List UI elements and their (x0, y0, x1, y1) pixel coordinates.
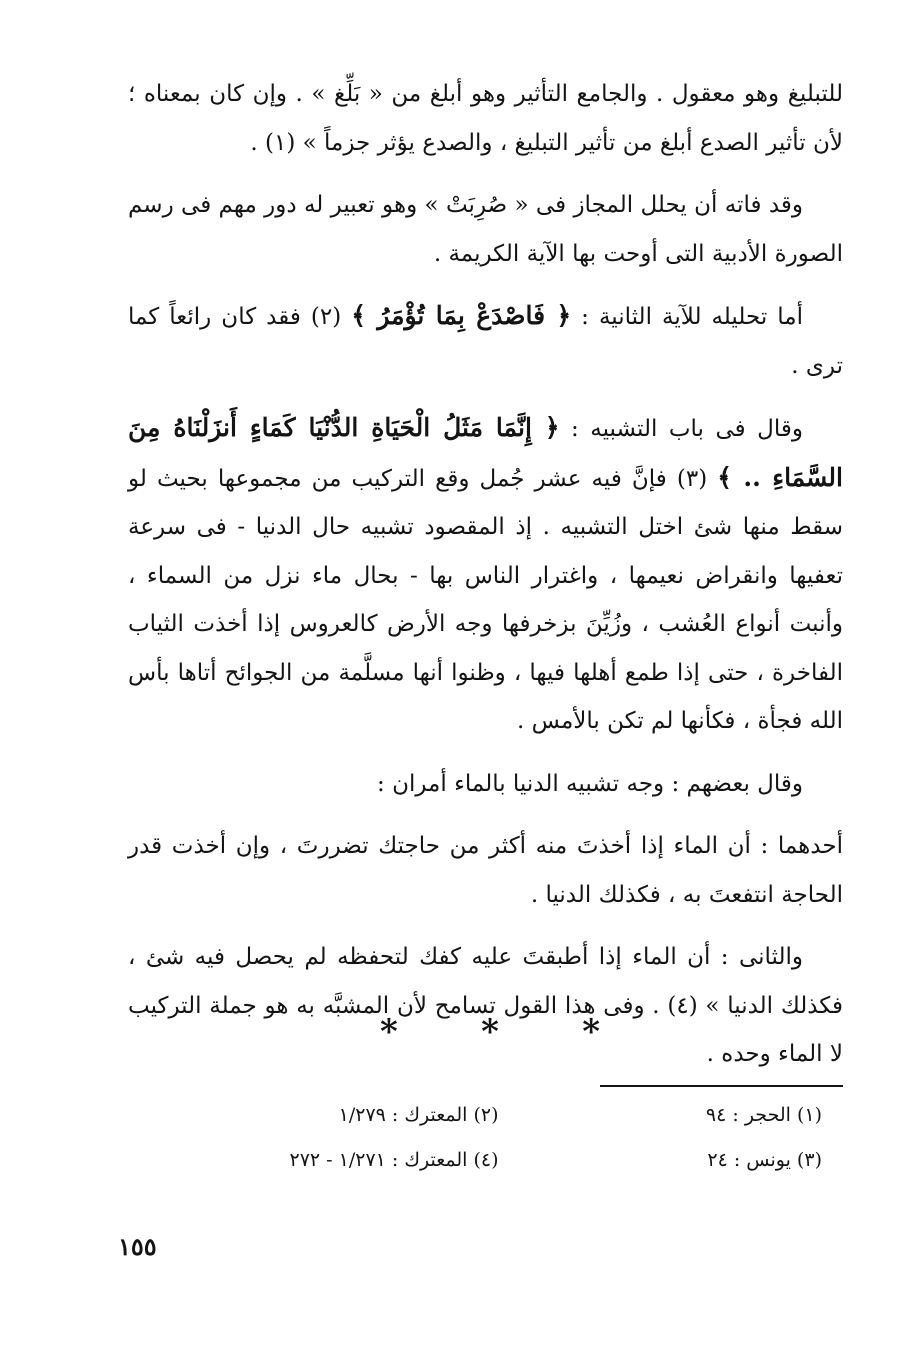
separator-star: * (582, 1012, 600, 1052)
quran-quote-2: ﴿ إِنَّمَا مَثَلُ الْحَيَاةِ الدُّنْيَا كَمَاءٍ أَنزَلْنَاهُ مِنَ السَّمَاءِ .. ﴾ (128, 413, 843, 492)
footnote-2: (٢) المعترك : ١/٢٧٩ (338, 1104, 499, 1126)
paragraph-5: وقال بعضهم : وجه تشبيه الدنيا بالماء أمران : (377, 770, 803, 797)
quran-quote-1: ﴿ فَاصْدَعْ بِمَا تُؤْمَرُ ﴾ (351, 301, 572, 330)
paragraph-7: والثانى : أن الماء إذا أطبقتَ عليه كفك لتحفظه لم يحصل فيه شئ ، فكذلك الدنيا » (٤) . وفى هذا القول تسامح لأن المشبَّه به هو جملة التركيب لا الماء وحده . (128, 944, 843, 1067)
footnote-rule (600, 1085, 843, 1087)
footnote-row (200, 1149, 822, 1194)
footnote-1: (١) الحجر : ٩٤ (705, 1104, 822, 1126)
paragraph-4 (128, 404, 843, 746)
paragraph-1: للتبليغ وهو معقول . والجامع التأثير وهو أبلغ من « بَلِّغ » . وإن كان بمعناه ؛ لأن تأثير الصدع أبلغ من تأثير التبليغ ، والصدع يؤثر جزماً » (١) . (128, 81, 843, 156)
paragraph-3-rest: (٢) فقد كان رائعاً كما ترى . (128, 304, 843, 379)
footnote-4: (٤) المعترك : ١/٢٧١ - ٢٧٢ (289, 1149, 499, 1171)
separator-star: * (481, 1012, 499, 1052)
footnotes (200, 1104, 822, 1194)
separator-star: * (380, 1012, 398, 1052)
section-separator (380, 1012, 600, 1052)
paragraph-2: وقد فاته أن يحلل المجاز فى « صُرِبَتْ » وهو تعبير له دور مهم فى رسم الصورة الأدبية التى أوحت بها الآية الكريمة . (128, 192, 843, 267)
paragraph-4-rest: (٣) فإنَّ فيه عشر جُمل وقع التركيب من مجموعها بحيث لو سقط منها شئ اختل التشبيه . إذ المقصود تشبيه حال الدنيا - فى سرعة تعفيها وانقراض نعيمها ، واغترار الناس بها - بحال ماء نزل من السماء ، وأنبت أنواع العُشب ، وزُيِّنَ بزخرفها وجه الأرض كالعروس إذا أخذت الثياب الفاخرة ، حتى إذا طمع أهلها فيها ، وظنوا أنها مسلَّمة من الجوائح أتاها بأس الله فجأة ، فكأنها لم تكن بالأمس . (128, 465, 843, 734)
paragraph-3 (128, 292, 843, 390)
footnote-3: (٣) يونس : ٢٤ (707, 1149, 822, 1171)
page-number: ١٥٥ (118, 1232, 157, 1261)
paragraph-4-intro: وقال فى باب التشبيه : (559, 416, 804, 442)
body-text (128, 70, 843, 1093)
paragraph-6: أحدهما : أن الماء إذا أخذتَ منه أكثر من حاجتك تضررتَ ، وإن أخذت قدر الحاجة انتفعتَ به ، فكذلك الدنيا . (128, 833, 843, 908)
footnote-row (200, 1104, 822, 1149)
paragraph-3-intro: أما تحليله للآية الثانية : (571, 304, 803, 330)
